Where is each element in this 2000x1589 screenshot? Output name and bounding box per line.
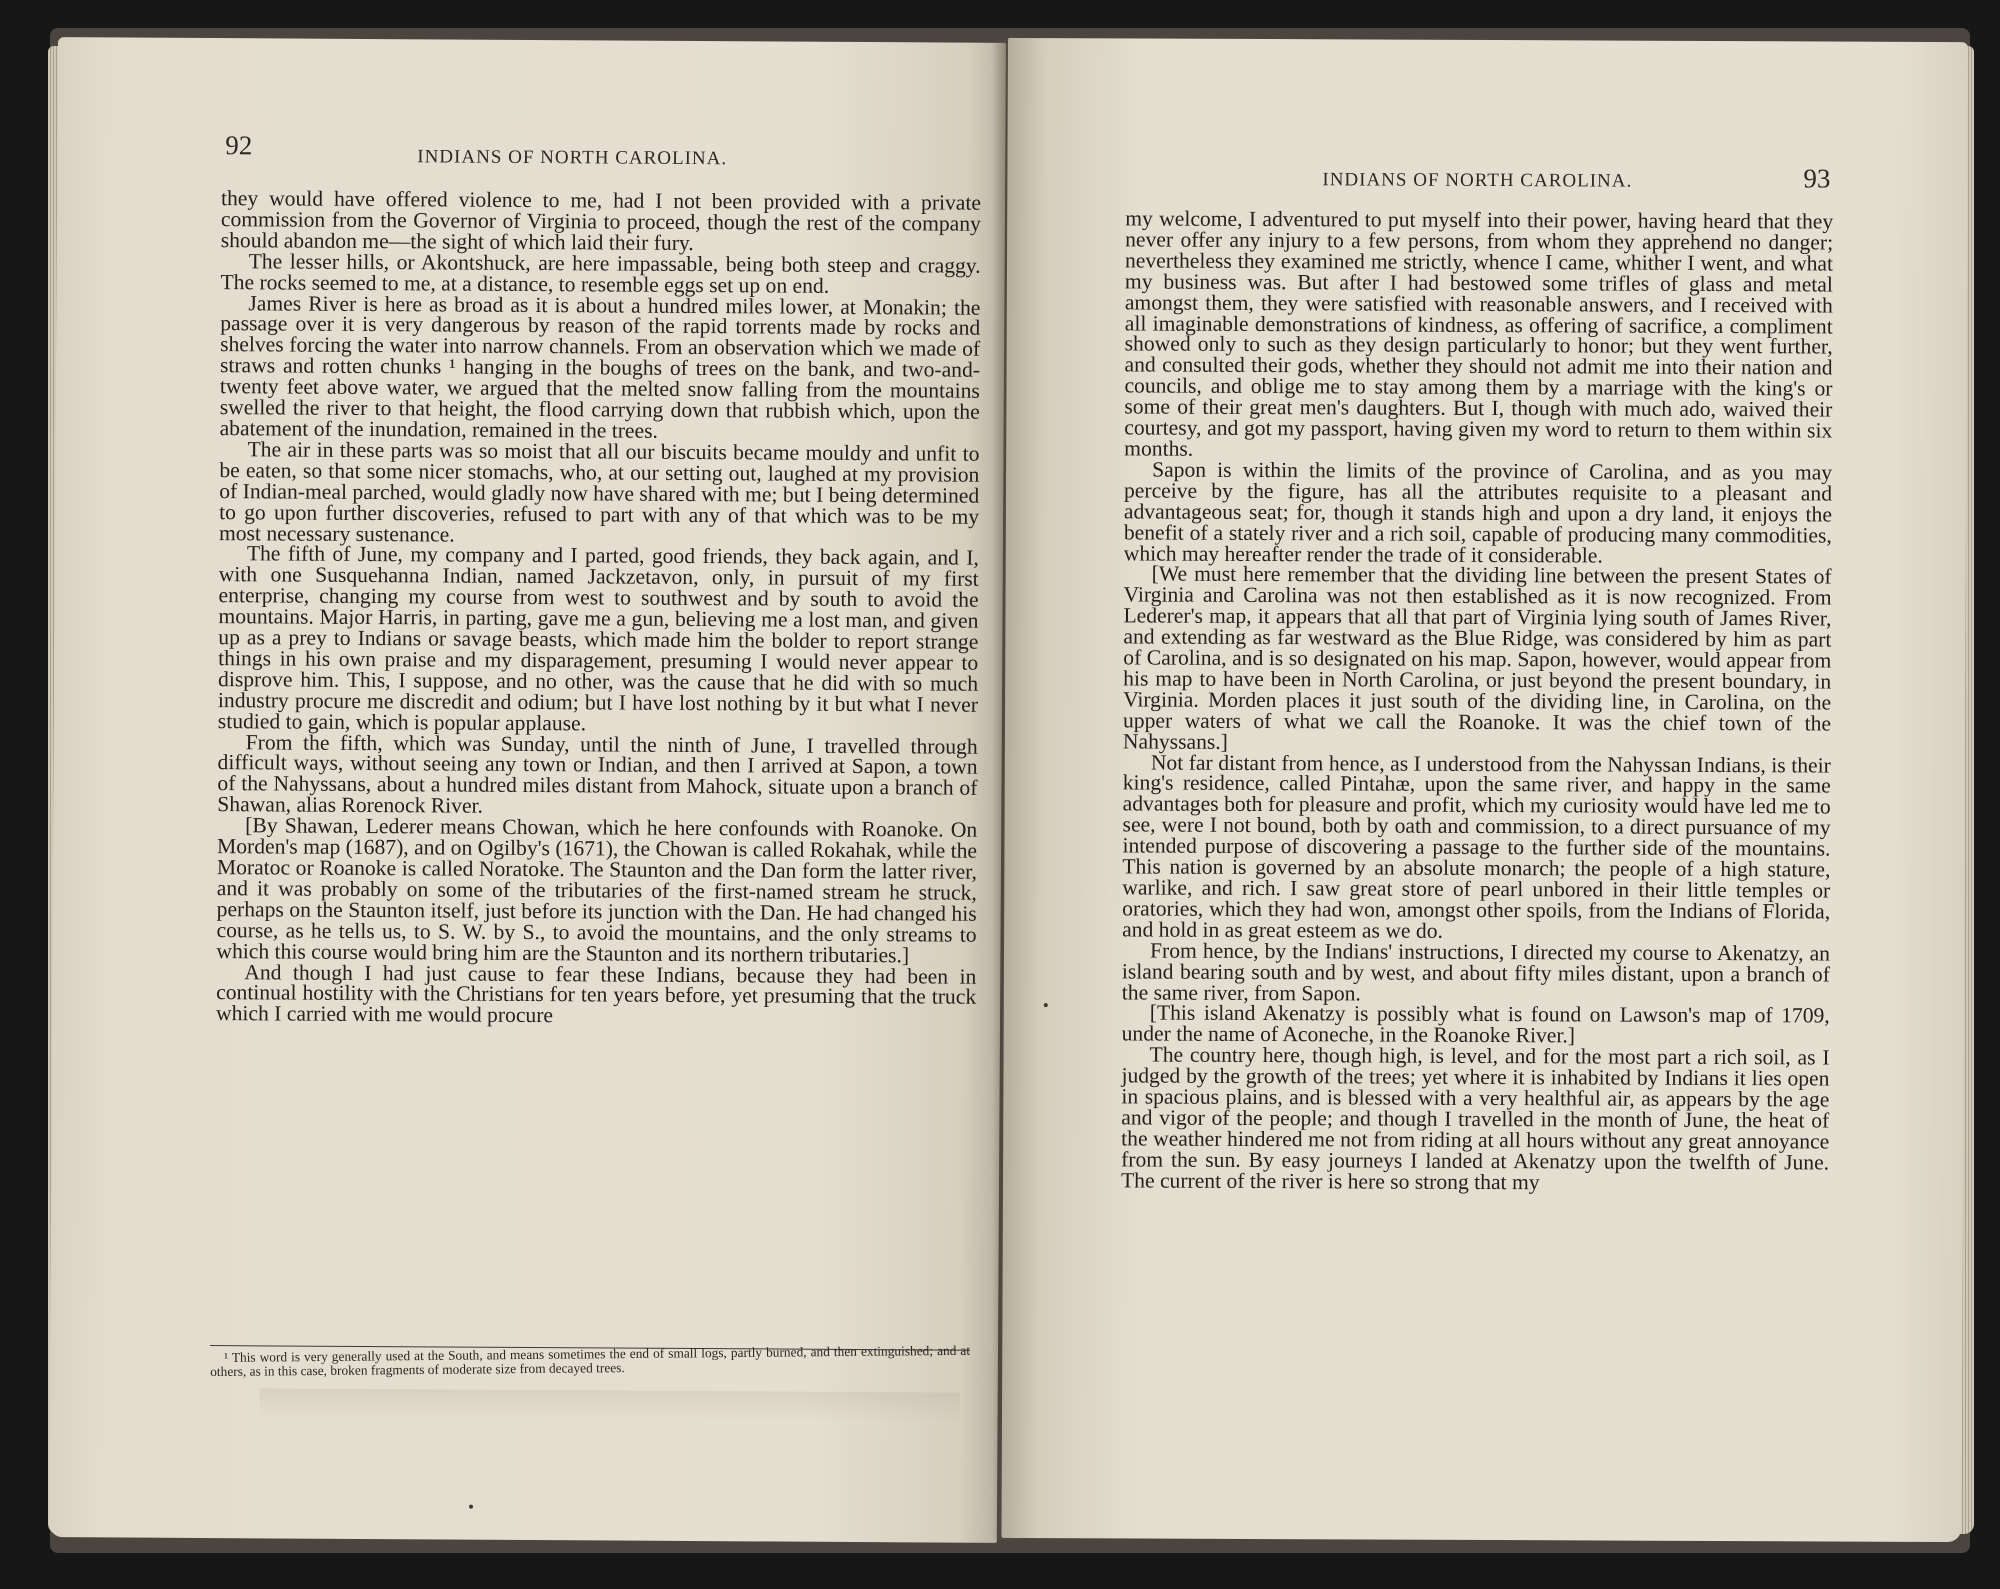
paragraph: [This island Akenatzy is possibly what is found on Lawson's map of 1709, under the name of Aconeche, in the Roanoke River.]: [1121, 1000, 1830, 1048]
paragraph: The country here, though high, is level, and for the most part a rich soil, as I judged by the growth of the trees; yet where it is inhabited by Indians it lies open in spacious plains, and is blessed with a very healthful air, as appears by the age and vigor of the people; and though I travelled in the month of June, the heat of the weather hindered me not from riding at all hours without any great annoyance from the sun. By easy journeys I landed at Akenatzy upon the twelfth of June. The current of the river is here so strong that my: [1120, 1042, 1830, 1194]
page-number: 92: [225, 130, 253, 161]
paragraph: The lesser hills, or Akontshuck, are here impassable, being both steep and craggy. The rocks seemed to me, at a distance, to resemble eggs set up on end.: [220, 248, 981, 298]
page-number: 93: [1803, 163, 1831, 194]
paragraph: [We must here remember that the dividing line between the present States of Virginia and Carolina was not then established as it is now recognized. From Lederer's map, it appears that all that part of Virginia lying south of James River, and extending as far westward as the Blue Ridge, was considered by him as part of Carolina, and is so designated on his map. Sapon, however, would appear from his map to have been in North Carolina, or just beyond the present boundary, in Virginia. Morden places it just south of the dividing line, in Carolina, on the upper waters of what we call the Roanoke. It was the chief town of the Nahyssans.]: [1122, 561, 1832, 754]
paragraph: [By Shawan, Lederer means Chowan, which he here confounds with Roanoke. On Morden's map (1687), and on Ogilby's (1671), the Chowan is called Rokahak, while the Moratoc or Roanoke is called Noratoke. The Staunton and the Dan form the latter river, and it was probably on some of the tributaries of the first-named stream he struck, perhaps on the Staunton itself, just before its junction with the Dan. He had changed his course, as he tells us, to S. W. by S., to avoid the mountains, and the only streams to which this course would bring him are the Staunton and its northern tributaries.]: [216, 813, 978, 967]
running-header: INDIANS OF NORTH CAROLINA.: [1322, 169, 1633, 192]
paragraph: From the fifth, which was Sunday, until the ninth of June, I travelled through difficult ways, without seeing any town or Indian, and then I arrived at Sapon, a town of the Nahyssans, about a hundred miles distant from Mahock, situate upon a branch of Shawan, alias Rorenock River.: [217, 729, 978, 818]
ink-bleed-through: [260, 1388, 960, 1422]
paragraph: And though I had just cause to fear these Indians, because they had been in continual hostility with the Christians for ten years before, yet presuming that the truck which I carried with me would procure: [215, 959, 977, 1028]
paragraph: From hence, by the Indians' instructions, I directed my course to Akenatzy, an island bearing south and by west, and about fifty miles distant, upon a branch of the same river, from Sapon.: [1121, 938, 1831, 1005]
footnote: [210, 1344, 970, 1379]
right-body-text: [1121, 208, 1833, 1194]
paragraph: my welcome, I adventured to put myself into their power, having heard that they never offer any injury to a few persons, from whom they apprehend no danger; nevertheless they examined me strictly, whence I came, whither I went, and what my business was. But after I had bestowed some trifles of glass and metal amongst them, they were satisfied with reasonable answers, and I received with all imaginable demonstrations of kindness, as offering of sacrifice, a compliment showed only to such as they design particularly to honor; but they went further, and consulted their gods, whether they should not admit me into their nation and councils, and oblige me to stay among them by a marriage with the king's or some of their great men's daughters. But I, though with much ado, waived their courtesy, and got my passport, having given my word to return to them within six months.: [1124, 206, 1834, 461]
paragraph: Sapon is within the limits of the province of Carolina, and as you may perceive by the figure, has all the attributes requisite to a pleasant and advantageous seat; for, though it stands high and upon a dry land, it enjoys the benefit of a stately river and a rich soil, capable of producing many commodities, which may hereafter render the trade of it considerable.: [1123, 457, 1833, 568]
left-body-text: [216, 188, 981, 1029]
paragraph: The fifth of June, my company and I parted, good friends, they back again, and I, with one Susquehanna Indian, named Jackzetavon, only, in pursuit of my first enterprise, changing my course from west to southwest and by south to avoid the mountains. Major Harris, in parting, gave me a gun, believing me a lost man, and given up as a prey to Indians or savage beasts, which made him the bolder to report strange things in his own praise and my disparagement, presuming I would never appear to disprove him. This, I suppose, and no other, was the cause that he did with so much industry procure me discredit and odium; but I have lost nothing by it but what I never studied to gain, which is popular applause.: [217, 541, 979, 735]
paper-speck: [469, 1505, 473, 1509]
paragraph: James River is here as broad as it is about a hundred miles lower, at Monakin; the passage over it is very dangerous by reason of the rapid torrents made by rocks and shelves forcing the water into narrow channels. From an observation which we made of straws and rotten chunks ¹ hanging in the boughs of trees on the bank, and two-and-twenty feet above water, we argued that the melted snow falling from the mountains swelled the river to that height, the flood carrying down that rubbish which, upon the abatement of the inundation, remained in the trees.: [219, 290, 981, 443]
paragraph: they would have offered violence to me, had I not been provided with a private commission from the Governor of Virginia to proceed, though the rest of the company should abandon me—the sight of which laid their fury.: [220, 186, 982, 255]
paper-speck: [1044, 1003, 1048, 1007]
right-page: [1001, 38, 1968, 1542]
paragraph: Not far distant from hence, as I understood from the Nahyssan Indians, is their king's residence, called Pintahæ, upon the same river, and happy in the same advantages both for pleasure and profit, which my curiosity would have led me to see, were I not bound, both by oath and commission, to a direct pursuance of my intended purpose of discovering a passage to the further side of the mountains. This nation is governed by an absolute monarch; the people of a high stature, warlike, and rich. I saw great store of pearl unbored in their little temples or oratories, which they had won, amongst other spoils, from the Indians of Florida, and hold in as great esteem as we do.: [1122, 750, 1831, 943]
running-header: INDIANS OF NORTH CAROLINA.: [417, 146, 728, 170]
left-page: [49, 37, 1006, 1543]
paragraph: The air in these parts was so moist that all our biscuits became mouldy and unfit to be eaten, so that some nicer stomachs, who, at our setting out, laughed at my provision of Indian-meal parched, would gladly now have shared with me; but I being determined to go upon further discoveries, refused to part with any of that which was to be my most necessary sustenance.: [218, 437, 980, 547]
footnote-text: ¹ This word is very generally used at the South, and means sometimes the end of small logs, partly burned, and then extinguished; and at others, as in this case, broken fragments of moderate size from decayed trees.: [210, 1342, 971, 1380]
